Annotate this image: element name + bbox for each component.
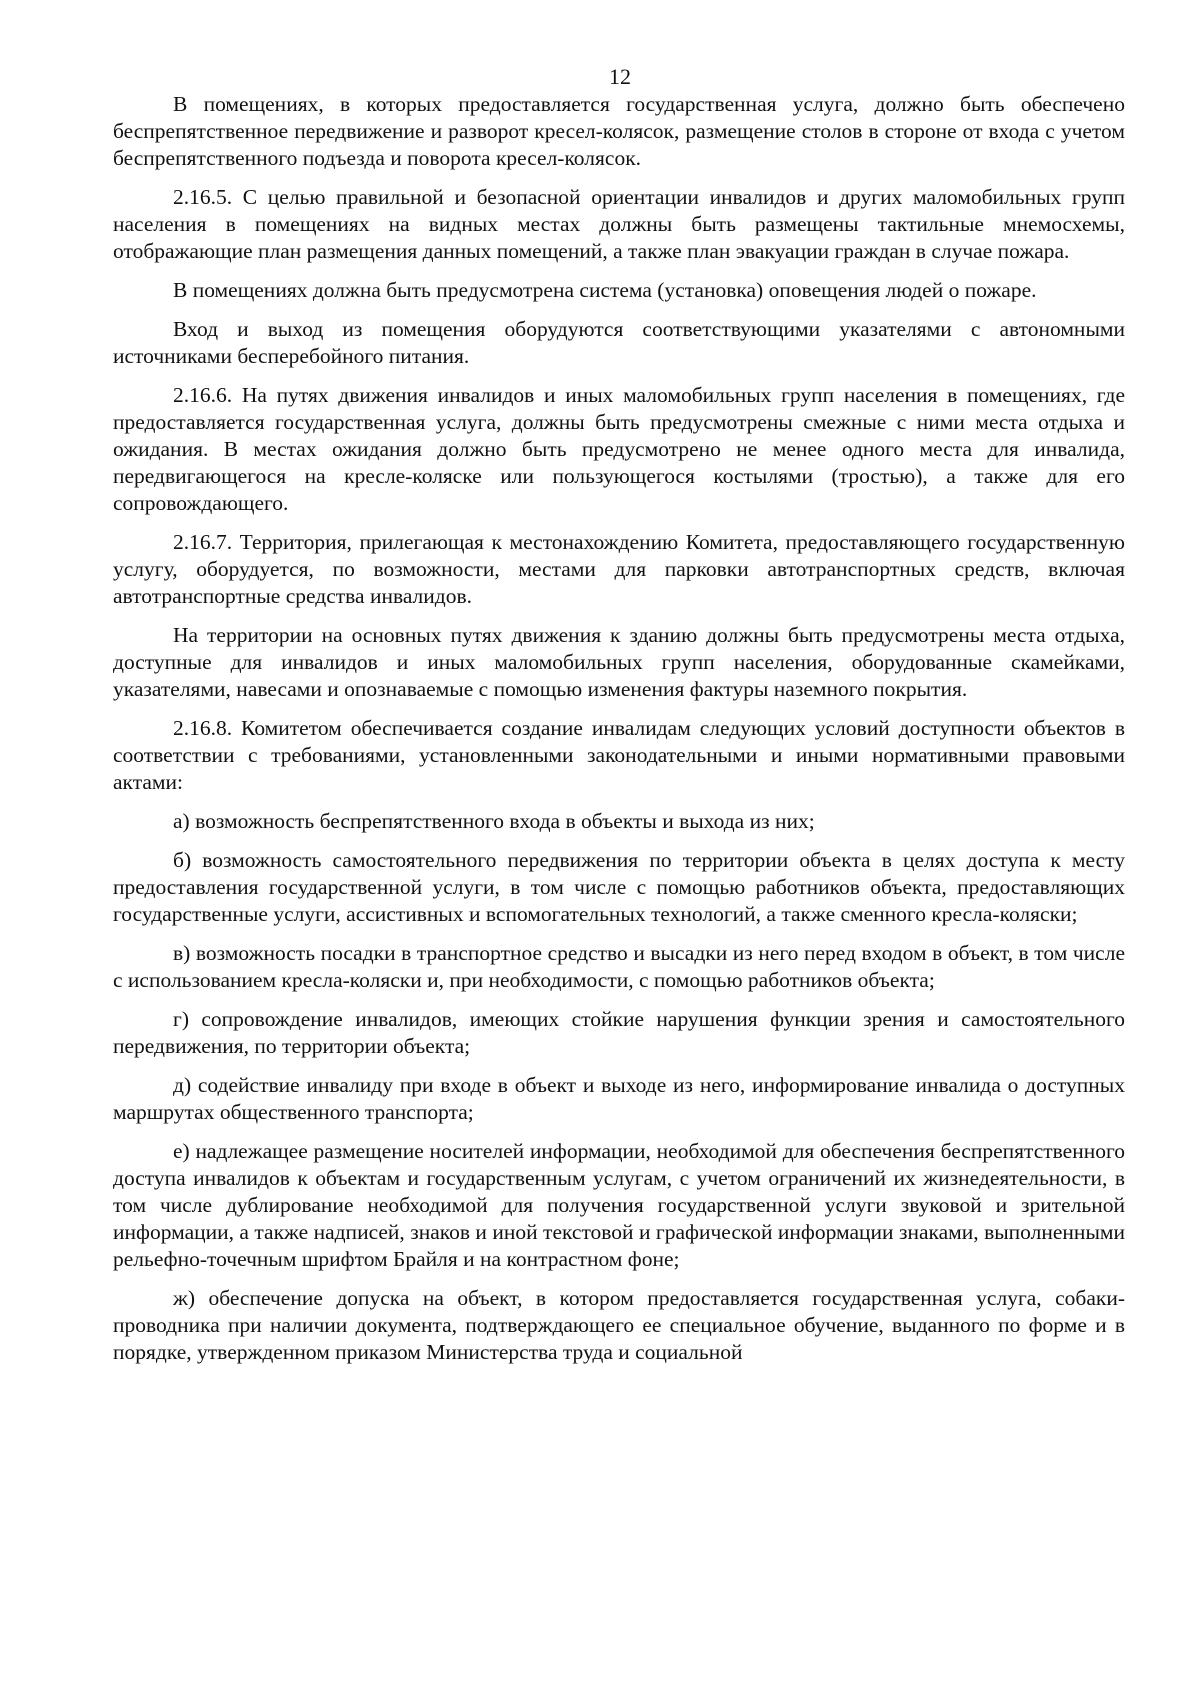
paragraph-2-16-5: 2.16.5. С целью правильной и безопасной ориентации инвалидов и других маломобильных групп населения в помещениях на видных местах должны быть размещены тактильные мнемосхемы, отображающие план размещения данных помещений, а также план эвакуации граждан в случае пожара. xyxy=(113,185,1125,263)
list-item-e: е) надлежащее размещение носителей информации, необходимой для обеспечения беспрепятственного доступа инвалидов к объектам и государственным услугам, с учетом ограничений их жизнедеятельности, в том числе дублирование необходимой для получения государственной услуги звуковой и зрительной информации, а также надписей, знаков и иной текстовой и графической информации знаками, выполненными рельефно-точечным шрифтом Брайля и на контрастном фоне; xyxy=(113,1139,1125,1271)
paragraph-premises-wheelchair: В помещениях, в которых предоставляется государственная услуга, должно быть обеспечено беспрепятственное передвижение и разворот кресел-колясок, размещение столов в стороне от входа с учетом беспрепятственного подъезда и поворота кресел-колясок. xyxy=(113,92,1125,170)
paragraph-2-16-7: 2.16.7. Территория, прилегающая к местонахождению Комитета, предоставляющего государственную услугу, оборудуется, по возможности, местами для парковки автотранспортных средств, включая автотранспортные средства инвалидов. xyxy=(113,530,1125,608)
list-item-d: д) содействие инвалиду при входе в объект и выходе из него, информирование инвалида о доступных маршрутах общественного транспорта; xyxy=(113,1073,1125,1124)
paragraph-entrance-exit: Вход и выход из помещения оборудуются соответствующими указателями с автономными источниками бесперебойного питания. xyxy=(113,317,1125,368)
list-item-zh: ж) обеспечение допуска на объект, в котором предоставляется государственная услуга, собаки-проводника при наличии документа, подтверждающего ее специальное обучение, выданного по форме и в порядке, утвержденном приказом Министерства труда и социальной xyxy=(113,1286,1125,1364)
paragraph-fire-alert: В помещениях должна быть предусмотрена система (установка) оповещения людей о пожаре. xyxy=(173,278,1037,302)
list-item-g: г) сопровождение инвалидов, имеющих стойкие нарушения функции зрения и самостоятельного передвижения, по территории объекта; xyxy=(113,1007,1125,1058)
paragraph-2-16-6: 2.16.6. На путях движения инвалидов и иных маломобильных групп населения в помещениях, где предоставляется государственная услуга, должны быть предусмотрены смежные с ними места отдыха и ожидания. В местах ожидания должно быть предусмотрено не менее одного места для инвалида, передвигающегося на кресле-коляске или пользующегося костылями (тростью), а также для его сопровождающего. xyxy=(113,383,1125,515)
document-body xyxy=(113,91,1125,1378)
list-item-v: в) возможность посадки в транспортное средство и высадки из него перед входом в объект, в том числе с использованием кресла-коляски и, при необходимости, с помощью работников объекта; xyxy=(113,941,1125,992)
list-item-a: а) возможность беспрепятственного входа в объекты и выхода из них; xyxy=(173,809,815,833)
paragraph-territory-rest: На территории на основных путях движения к зданию должны быть предусмотрены места отдыха, доступные для инвалидов и иных маломобильных групп населения, оборудованные скамейками, указателями, навесами и опознаваемые с помощью изменения фактуры наземного покрытия. xyxy=(113,623,1125,701)
list-item-b: б) возможность самостоятельного передвижения по территории объекта в целях доступа к месту предоставления государственной услуги, в том числе с помощью работников объекта, предоставляющих государственные услуги, ассистивных и вспомогательных технологий, а также сменного кресла-коляски; xyxy=(113,848,1125,926)
page-number: 12 xyxy=(609,64,631,89)
paragraph-2-16-8: 2.16.8. Комитетом обеспечивается создание инвалидам следующих условий доступности объектов в соответствии с требованиями, установленными законодательными и иными нормативными правовыми актами: xyxy=(113,716,1125,794)
